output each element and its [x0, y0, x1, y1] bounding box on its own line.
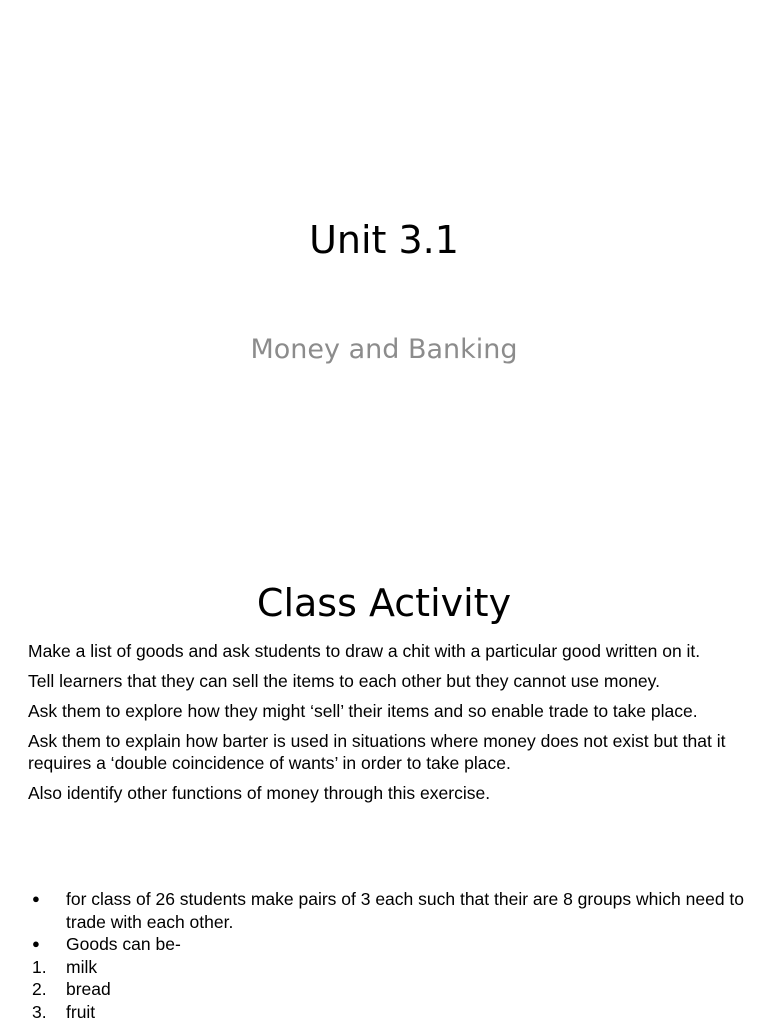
item-text: bread — [66, 979, 111, 999]
bullet-text: Goods can be- — [66, 934, 181, 954]
bullet-icon: ● — [32, 936, 40, 951]
instruction-paragraph: Also identify other functions of money through this exercise. — [28, 783, 491, 803]
activity-instructions — [28, 640, 750, 812]
numbered-item — [28, 1001, 750, 1024]
instruction-paragraph: Tell learners that they can sell the items to each other but they cannot use money. — [28, 671, 660, 691]
activity-list — [28, 888, 750, 1023]
instruction-paragraph: Ask them to explore how they might ‘sell’ their items and so enable trade to take place. — [28, 701, 698, 721]
instruction-paragraph: Make a list of goods and ask students to draw a chit with a particular good written on it. — [28, 641, 701, 661]
unit-subtitle: Money and Banking — [250, 334, 518, 365]
numbered-item — [28, 956, 750, 979]
numbered-item — [28, 978, 750, 1001]
instruction-paragraph: Ask them to explain how barter is used in situations where money does not exist but that it requires a ‘double coincidence of wants’ in order to take place. — [28, 731, 726, 773]
item-text: milk — [66, 956, 98, 977]
bullet-item — [28, 933, 750, 956]
bullet-item — [28, 888, 750, 933]
item-number: 1. — [32, 956, 47, 977]
item-number: 2. — [32, 979, 47, 999]
item-number: 3. — [32, 1001, 47, 1022]
bullet-icon: ● — [32, 891, 40, 906]
bullet-text: for class of 26 students make pairs of 3 each such that their are 8 groups which need to trade with each other. — [66, 889, 745, 932]
item-text: fruit — [66, 1001, 96, 1022]
activity-title: Class Activity — [256, 581, 512, 625]
unit-title: Unit 3.1 — [309, 218, 459, 262]
